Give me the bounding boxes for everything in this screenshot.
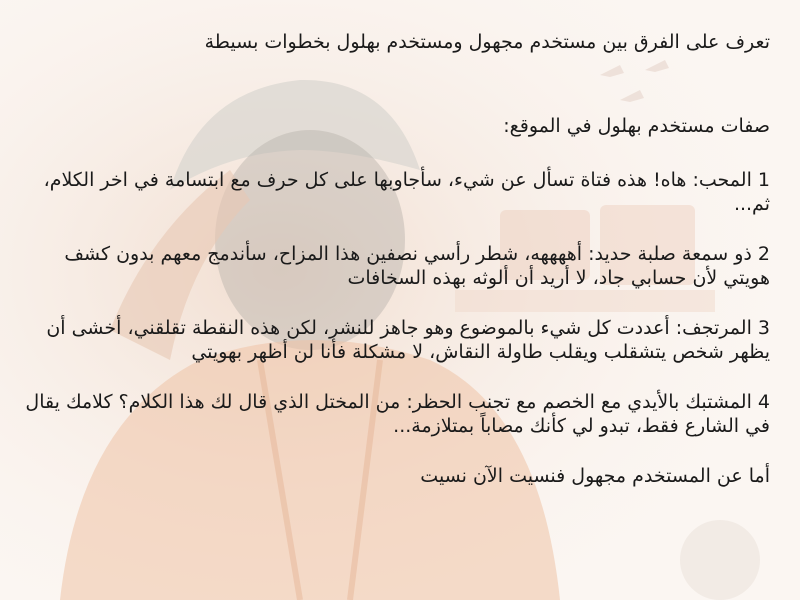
list-item: 4 المشتبك بالأيدي مع الخصم مع تجنب الحظر: من المختل الذي قال لك هذا الكلام؟ كلامك يقال في الشارع فقط، تبدو لي كأنك مصاباً بمتلازمة... (25, 391, 770, 437)
list-item: 1 المحب: هاه! هذه فتاة تسأل عن شيء، سأجاوبها على كل حرف مع ابتسامة في اخر الكلام، ثم... (43, 169, 770, 215)
section-heading: صفات مستخدم بهلول في الموقع: (503, 115, 770, 137)
post-title: تعرف على الفرق بين مستخدم مجهول ومستخدم بهلول بخطوات بسيطة (204, 31, 770, 53)
closing-text: أما عن المستخدم مجهول فنسيت الآن نسيت (420, 465, 770, 487)
list-item: 3 المرتجف: أعددت كل شيء بالموضوع وهو جاهز للنشر، لكن هذه النقطة تقلقني، أخشى أن يظهر شخص يتشقلب ويقلب طاولة النقاش، لا مشكلة فأنا لن أظهر بهويتي (46, 317, 770, 363)
list-item: 2 ذو سمعة صلبة حديد: أههههه، شطر رأسي نصفين هذا المزاح، سأندمج معهم بدون كشف هويتي لأن حسابي جاد، لا أريد أن ألوثه بهذه السخافات (64, 243, 770, 289)
post-body (14, 30, 770, 488)
